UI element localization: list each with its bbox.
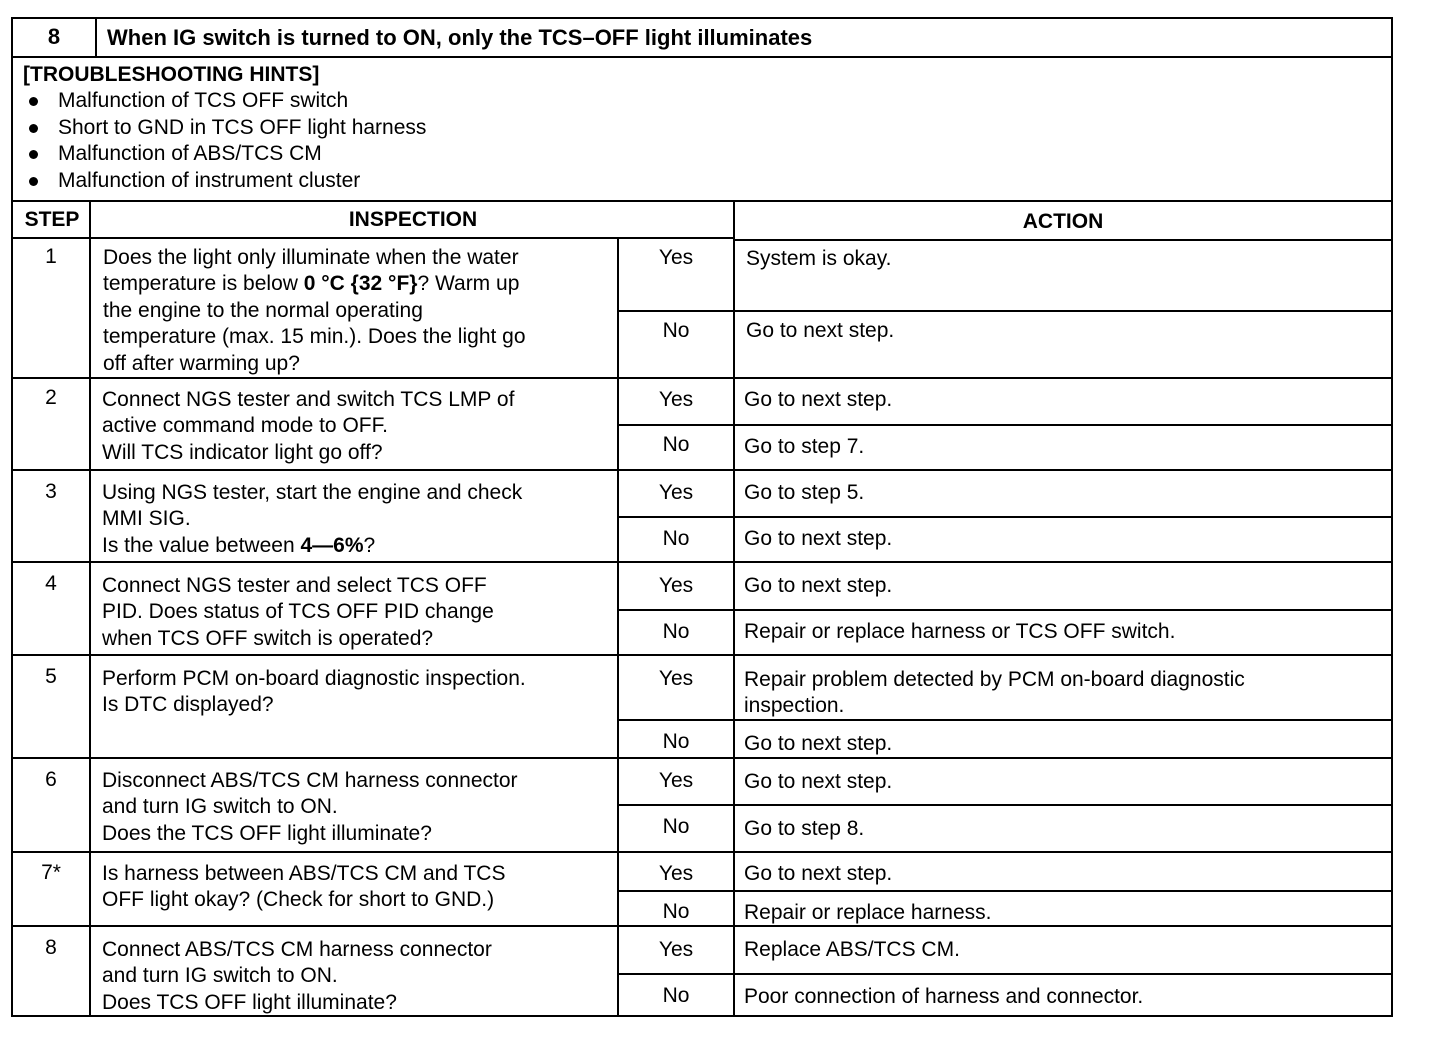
yes-action: Go to next step. — [744, 770, 893, 793]
hint-item: Malfunction of instrument cluster — [23, 168, 426, 195]
divider — [619, 609, 1391, 611]
no-label: No — [662, 984, 690, 1007]
no-action: Go to step 8. — [744, 817, 865, 840]
yes-label: Yes — [658, 481, 694, 504]
divider — [13, 654, 1391, 656]
inspection-text: Perform PCM on-board diagnostic inspection. Is DTC displayed? — [102, 667, 526, 717]
bullet-icon — [29, 124, 38, 133]
bullet-icon — [29, 177, 38, 186]
divider — [619, 973, 1391, 975]
title-row — [13, 19, 1391, 58]
divider — [89, 202, 91, 1017]
yes-label: Yes — [658, 667, 694, 690]
troubleshooting-hints — [13, 58, 1391, 202]
step-number: 3 — [45, 480, 57, 503]
divider — [619, 516, 1391, 518]
divider — [13, 469, 1391, 471]
bullet-icon — [29, 150, 38, 159]
yes-label: Yes — [658, 574, 694, 597]
no-label: No — [662, 730, 690, 753]
divider — [13, 561, 1391, 563]
step-number: 7* — [41, 861, 61, 884]
hint-item: Malfunction of TCS OFF switch — [23, 88, 426, 115]
yes-label: Yes — [658, 862, 694, 885]
step-number: 4 — [45, 572, 57, 595]
column-header-action: ACTION — [735, 204, 1391, 241]
hints-title: [TROUBLESHOOTING HINTS] — [23, 63, 320, 86]
procedure-number: 8 — [13, 19, 97, 56]
divider — [13, 377, 1391, 379]
no-action: Repair or replace harness or TCS OFF switch. — [744, 620, 1176, 643]
step-number: 1 — [45, 245, 57, 268]
column-header-step: STEP — [13, 202, 91, 239]
step-number: 8 — [45, 936, 57, 959]
yes-action: Go to next step. — [744, 388, 893, 411]
inspection-text: Connect NGS tester and select TCS OFF PID. Does status of TCS OFF PID change when TCS OFF switch is operated? — [102, 574, 494, 650]
divider — [619, 804, 1391, 806]
inspection-text: Using NGS tester, start the engine and check MMI SIG. Is the value between 4—6%? — [102, 481, 523, 557]
yes-label: Yes — [658, 246, 694, 269]
yes-action: System is okay. — [746, 247, 892, 270]
steps-table — [13, 202, 1391, 1017]
troubleshooting-sheet — [11, 17, 1393, 1017]
divider — [619, 310, 1391, 312]
no-label: No — [662, 900, 690, 923]
no-action: Poor connection of harness and connector. — [744, 985, 1144, 1008]
no-label: No — [662, 527, 690, 550]
bullet-icon — [29, 97, 38, 106]
no-action: Go to step 7. — [744, 435, 865, 458]
yes-action: Repair problem detected by PCM on-board diagnostic inspection. — [744, 668, 1245, 718]
yes-action: Go to next step. — [744, 862, 893, 885]
inspection-text: Connect NGS tester and switch TCS LMP of active command mode to OFF. Will TCS indicator light go off? — [102, 388, 515, 464]
no-label: No — [662, 433, 690, 456]
no-action: Repair or replace harness. — [744, 901, 992, 924]
procedure-title: When IG switch is turned to ON, only the TCS–OFF light illuminates — [107, 25, 813, 50]
divider — [13, 851, 1391, 853]
yes-action: Replace ABS/TCS CM. — [744, 938, 960, 961]
yes-label: Yes — [658, 938, 694, 961]
column-header-inspection: INSPECTION — [91, 202, 735, 239]
no-action: Go to next step. — [746, 319, 895, 342]
no-label: No — [662, 815, 690, 838]
divider — [619, 890, 1391, 892]
yes-action: Go to next step. — [744, 574, 893, 597]
divider — [13, 757, 1391, 759]
inspection-text: Does the light only illuminate when the water temperature is below 0 °C {32 °F}? Warm up the engine to the normal operating temperature (max. 15 min.). Does the light go off after warming up? — [103, 246, 526, 375]
hints-list — [23, 88, 426, 194]
divider — [619, 424, 1391, 426]
inspection-text: Connect ABS/TCS CM harness connector and turn IG switch to ON. Does TCS OFF light illuminate? — [102, 938, 492, 1014]
yes-label: Yes — [658, 769, 694, 792]
hint-item: Short to GND in TCS OFF light harness — [23, 115, 426, 142]
no-label: No — [662, 319, 690, 342]
inspection-text: Disconnect ABS/TCS CM harness connector and turn IG switch to ON. Does the TCS OFF light illuminate? — [102, 769, 518, 845]
step-number: 6 — [45, 768, 57, 791]
no-action: Go to next step. — [744, 527, 893, 550]
yes-action: Go to step 5. — [744, 481, 865, 504]
no-label: No — [662, 620, 690, 643]
yes-label: Yes — [658, 388, 694, 411]
inspection-text: Is harness between ABS/TCS CM and TCS OFF light okay? (Check for short to GND.) — [102, 862, 506, 912]
no-action: Go to next step. — [744, 732, 893, 755]
step-number: 2 — [45, 386, 57, 409]
step-number: 5 — [45, 665, 57, 688]
hint-item: Malfunction of ABS/TCS CM — [23, 141, 426, 168]
